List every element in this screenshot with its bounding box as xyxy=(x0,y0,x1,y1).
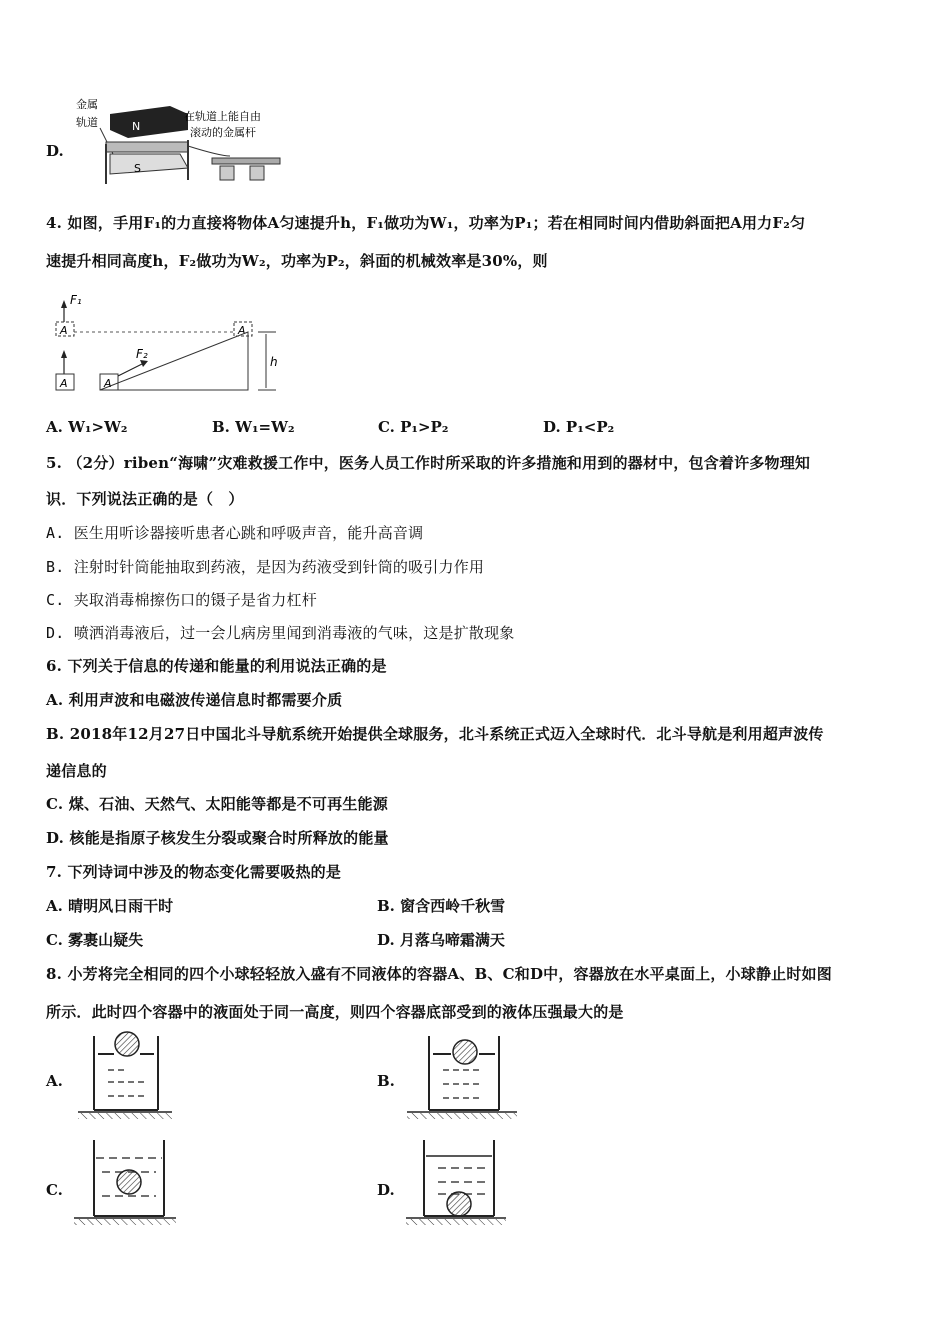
fig-label-f1: F₁ xyxy=(70,293,82,307)
q8-option-c-label[interactable]: C. xyxy=(46,1181,63,1199)
q8-container-c xyxy=(72,1136,177,1231)
q5-stem-line-1: 5. （2分）riben“海啸”灾难救援工作中，医务人员工作时所采取的许多措施和用到的器材中，包含着许多物理知 xyxy=(46,454,811,472)
q8-container-b xyxy=(405,1030,520,1125)
q8-option-d-label[interactable]: D. xyxy=(377,1181,395,1199)
q7-option-b[interactable]: B. 窗含西岭千秋雪 xyxy=(377,897,506,915)
q8-container-a xyxy=(74,1030,174,1125)
fig-label-a-top-right: A xyxy=(238,324,246,337)
q8-container-d xyxy=(404,1136,509,1231)
fig-label-a-bottom-mid: A xyxy=(104,377,112,390)
q4-incline-figure xyxy=(48,288,288,398)
q4-stem-line-1: 4. 如图，手用F₁的力直接将物体A匀速提升h，F₁做功为W₁，功率为P₁；若在相同时间内借助斜面把A用力F₂匀 xyxy=(46,214,806,232)
fig-label-a-top-left: A xyxy=(60,324,68,337)
q6-option-c[interactable]: C. 煤、石油、天然气、太阳能等都是不可再生能源 xyxy=(46,795,388,813)
q8-stem-line-1: 8. 小芳将完全相同的四个小球轻轻放入盛有不同液体的容器A、B、C和D中，容器放在水平桌面上，小球静止时如图 xyxy=(46,965,832,983)
fig-label-north: N xyxy=(132,120,141,133)
q7-stem: 7. 下列诗词中涉及的物态变化需要吸热的是 xyxy=(46,863,342,881)
q4-option-a[interactable]: A. W₁>W₂ xyxy=(46,418,128,436)
q4-option-c[interactable]: C. P₁>P₂ xyxy=(378,418,449,436)
q6-option-d[interactable]: D. 核能是指原子核发生分裂或聚合时所释放的能量 xyxy=(46,829,389,847)
q5-option-a[interactable]: A. 医生用听诊器接听患者心跳和呼吸声音，能升高音调 xyxy=(46,524,424,542)
q3-option-d-label[interactable]: D. xyxy=(46,142,64,160)
fig-label-a-bottom-left: A xyxy=(60,377,68,390)
q4-stem-line-2: 速提升相同高度h，F₂做功为W₂，功率为P₂，斜面的机械效率是30%，则 xyxy=(46,252,548,270)
fig-label-rod-1: 在轨道上能自由 xyxy=(184,110,261,123)
fig-label-south: S xyxy=(134,162,141,175)
q3-option-d-figure xyxy=(70,96,285,191)
fig-label-h: h xyxy=(270,355,278,369)
q6-option-b[interactable]: B. 2018年12月27日中国北斗导航系统开始提供全球服务，北斗系统正式迈入全球时代．北斗导航是利用超声波传 xyxy=(46,725,824,743)
fig-label-rod-2: 滚动的金属杆 xyxy=(190,126,256,139)
fig-label-f2: F₂ xyxy=(136,347,148,361)
q6-stem: 6. 下列关于信息的传递和能量的利用说法正确的是 xyxy=(46,657,387,675)
q5-option-c[interactable]: C. 夹取消毒棉擦伤口的镊子是省力杠杆 xyxy=(46,591,317,609)
fig-label-metal-2: 轨道 xyxy=(76,116,98,129)
q4-option-b[interactable]: B. W₁=W₂ xyxy=(212,418,295,436)
q8-option-a-label[interactable]: A. xyxy=(46,1072,63,1090)
fig-label-metal-1: 金属 xyxy=(76,98,98,111)
q5-option-d[interactable]: D. 喷洒消毒液后，过一会儿病房里闻到消毒液的气味，这是扩散现象 xyxy=(46,624,515,642)
q7-option-c[interactable]: C. 雾裹山疑失 xyxy=(46,931,144,949)
q6-option-b-cont: 递信息的 xyxy=(46,762,107,780)
q5-option-b[interactable]: B. 注射时针筒能抽取到药液，是因为药液受到针筒的吸引力作用 xyxy=(46,558,485,576)
q8-stem-line-2: 所示．此时四个容器中的液面处于同一高度，则四个容器底部受到的液体压强最大的是 xyxy=(46,1003,624,1021)
q4-option-d[interactable]: D. P₁<P₂ xyxy=(543,418,615,436)
q5-stem-line-2: 识．下列说法正确的是（ ） xyxy=(46,490,244,508)
q7-option-a[interactable]: A. 晴明风日雨干时 xyxy=(46,897,174,915)
q7-option-d[interactable]: D. 月落乌啼霜满天 xyxy=(377,931,505,949)
q8-option-b-label[interactable]: B. xyxy=(377,1072,395,1090)
q6-option-a[interactable]: A. 利用声波和电磁波传递信息时都需要介质 xyxy=(46,691,343,709)
